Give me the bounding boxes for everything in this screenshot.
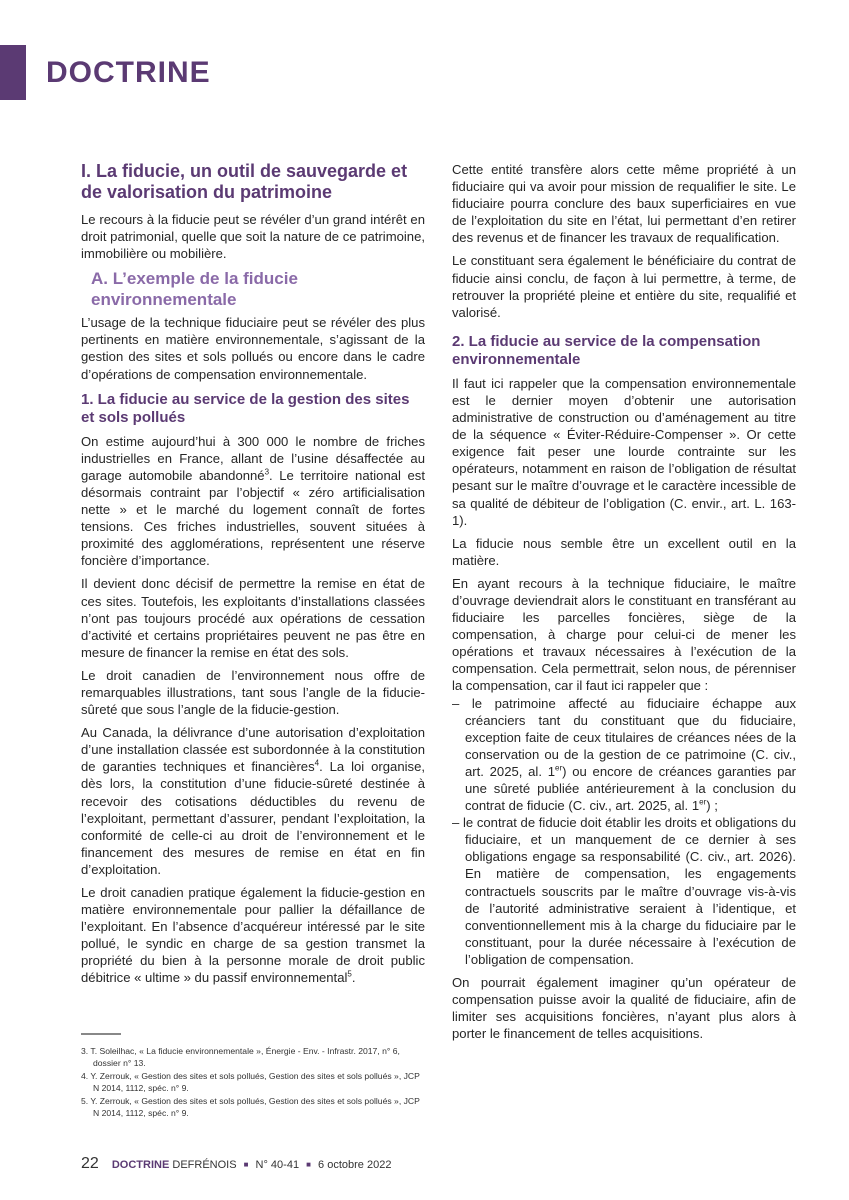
paragraph: Cette entité transfère alors cette même propriété à un fiduciaire qui va avoir pour mission de requalifier le site. Le fiduciaire pourra conclure des baux superficiaires en vue de l’exploitation du site en l’état, lui permettant d’en retirer des revenus et de financer les travaux de requalification. — [452, 162, 796, 246]
list-text: ) ou encore de créances garanties par une sûreté publiée antérieurement à la conclusion du contrat de fiducie (C. civ., art. 2025, al. 1 — [465, 763, 796, 814]
section-heading-1: I. La fiducie, un outil de sauvegarde et de valorisation du patrimoine — [81, 161, 408, 202]
paragraph: En ayant recours à la technique fiduciaire, le maître d’ouvrage deviendrait alors le constituant en transférant au fiduciaire les parcelles foncières, siège de la compensation, à charge pour celui-ci de mener les opérations et travaux nécessaires à l’exécution de la compensation. Cela permettrait, selon nous, de pérenniser la compensation, car il faut ici rappeler que : — [452, 575, 796, 694]
list-text: – le patrimoine affecté au fiduciaire échappe aux créanciers tant du constituant que du fiduciaire, exception faite de ceux titulaires de créances nées de la conservation ou de la gestion de ce patrimoine (C. civ., art. 2025, al. 1 — [452, 695, 796, 779]
dash-list-item: – le contrat de fiducie doit établir les droits et obligations du fiduciaire, et un manquement de ce dernier à ses obligations engage sa responsabilité (C. civ., art. 2026). En matière de compensation, les engagements contractuels souscrits par le maître d’ouvrage vis-à-vis de l’autorité administrative seraient à l’identique, et conventionnellement mis à la charge du fiduciaire par le constituant, pour la durée nécessaire à l’exécution de l’obligation de compensation. — [452, 815, 796, 967]
paragraph: L’usage de la technique fiduciaire peut se révéler des plus pertinents en matière environnementale, s’agissant de la gestion des sites et sols pollués ou encore dans le cadre d’opérations de compensation environnementale. — [81, 315, 425, 382]
paragraph — [81, 433, 425, 570]
right-column — [452, 161, 796, 1048]
footnotes — [81, 1045, 425, 1120]
superscript: er — [555, 763, 563, 773]
paragraph-heading-2: 2. La fiducie au service de la compensation environnementale — [452, 332, 761, 368]
paragraph: Le droit canadien de l’environnement nous offre de remarquables illustrations, tant sous l’angle de la fiducie-sûreté que sous l’angle de la fiducie-gestion. — [81, 667, 425, 718]
paragraph-text: On estime aujourd’hui à 300 000 le nombre de friches industrielles en France, allant de l’usine désaffectée au garage automobile abandonné — [81, 433, 425, 483]
paragraph: Le recours à la fiducie peut se révéler d’un grand intérêt en droit patrimonial, quelle que soit la nature de ce patrimoine, immobilière ou mobilière. — [81, 212, 425, 262]
footer-journal: DEFRÉNOIS — [172, 1159, 237, 1171]
paragraph: Il faut ici rappeler que la compensation environnementale est le dernier moyen d’obtenir une autorisation administrative de construction ou d’aménagement au titre de la séquence « Éviter-Réduire-Compenser ». Or cette exigence fait peser une lourde contrainte sur les opérateurs, notamment en raison de l’obligation de résultat pesant sur le maître d’ouvrage et le caractère incessible de sa qualité de débiteur de l’obligation (C. envir., art. L. 163-1). — [452, 375, 796, 528]
footnote: 3. T. Soleilhac, « La fiducie environnementale », Énergie - Env. - Infrastr. 2017, n° 6, dossier n° 13. — [81, 1046, 400, 1068]
paragraph-text: . Le territoire national est désormais contraint par l’objectif « zéro artificialisation nette » et le marché du logement connaît de fortes tensions. Ces friches industrielles, souvent situées à proximité des agglomérations, représentent une réserve foncière d’importance. — [81, 467, 425, 569]
footnote: 5. Y. Zerrouk, « Gestion des sites et sols pollués, Gestion des sites et sols pollués », JCP N 2014, 1112, spéc. n° 9. — [81, 1096, 420, 1118]
footer-brand: DOCTRINE — [111, 1159, 170, 1171]
paragraph-text: . La loi organise, dès lors, la constitution d’une fiducie-sûreté destinée à recevoir des cotisations déductibles du revenu de l’exploitant, permettant d’assurer, pendant l’exploitation, la conformité de celle-ci au droit de l’environnement et le financement des mesures de remise en état en fin d’exploitation. — [81, 759, 425, 877]
paragraph: Le constituant sera également le bénéficiaire du contrat de fiducie ainsi conclu, de façon à lui permettre, à terme, de retrouver la propriété pleine et entière du site, requalifié et valorisé. — [452, 253, 796, 320]
footnote-divider — [81, 1033, 121, 1035]
superscript: er — [699, 797, 707, 807]
paragraph-text: Au Canada, la délivrance d’une autorisation d’exploitation d’une installation classée est subordonnée à la constitution de garanties techniques et financières — [81, 725, 425, 775]
footer-separator-icon: ■ — [306, 1160, 311, 1169]
page-footer — [81, 1155, 391, 1173]
paragraph-text: . — [351, 970, 356, 986]
left-column — [81, 161, 425, 993]
list-text: ) ; — [706, 798, 718, 814]
page-number: 22 — [81, 1155, 99, 1172]
page-section-title: DOCTRINE — [46, 56, 211, 89]
paragraph: Il devient donc décisif de permettre la remise en état de ces sites. Toutefois, les exploitants d’installations classées n’ont pas toujours procédé aux opérations de cessation d’activité et certains propriétaires peuvent ne pas être en mesure de financer la remise en état des sols. — [81, 576, 425, 660]
paragraph: On pourrait également imaginer qu’un opérateur de compensation puisse avoir la qualité de fiduciaire, afin de limiter ses acquisitions foncières, n’ayant plus alors à porter le financement de telles acquisitions. — [452, 975, 796, 1042]
footnote-ref[interactable]: 5 — [347, 970, 352, 980]
paragraph: La fiducie nous semble être un excellent outil en la matière. — [452, 535, 796, 568]
subsection-heading-a: A. L’exemple de la fiducie environnementale — [91, 269, 298, 310]
paragraph — [81, 724, 425, 878]
footnote: 4. Y. Zerrouk, « Gestion des sites et sols pollués, Gestion des sites et sols pollués », JCP N 2014, 1112, spéc. n° 9. — [81, 1071, 420, 1093]
footer-issue: N° 40-41 — [255, 1159, 300, 1171]
paragraph — [81, 884, 425, 987]
footnote-ref[interactable]: 3 — [264, 467, 270, 477]
dash-list-item — [452, 695, 796, 815]
paragraph-heading-1: 1. La fiducie au service de la gestion des sites et sols pollués — [81, 390, 410, 426]
footnote-ref[interactable]: 4 — [314, 758, 320, 768]
paragraph-text: Le droit canadien pratique également la fiducie-gestion en matière environnementale pour pallier la défaillance de l’exploitant. En l’absence d’acquéreur intéressé par le site pollué, le syndic en charge de sa gestion transmet la propriété du bien à la personne morale de droit public débitrice « ultime » du passif environnemental — [81, 885, 425, 986]
footer-date: 6 octobre 2022 — [318, 1159, 392, 1171]
header-accent-bar — [0, 45, 26, 100]
footer-separator-icon: ■ — [243, 1160, 249, 1169]
